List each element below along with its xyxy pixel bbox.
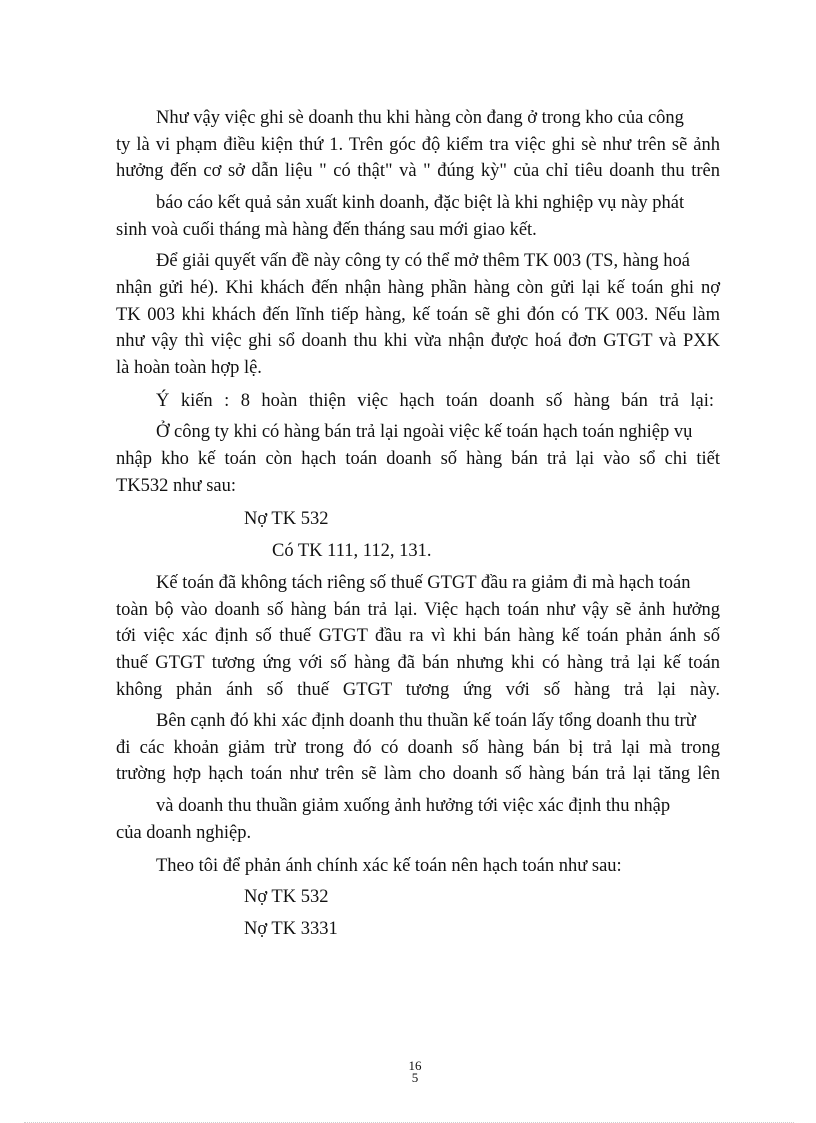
text-line: tới việc xác định số thuế GTGT đầu ra vì khi bán hàng kế toán phản ánh số [116, 626, 720, 646]
text-line: TK 003 khi khách đến lĩnh tiếp hàng, kế toán sẽ ghi đón có TK 003. Nếu làm [116, 305, 720, 325]
text-line: nhận gửi hé). Khi khách đến nhận hàng phần hàng còn gửi lại kế toán ghi nợ [116, 278, 720, 298]
text-line: Để giải quyết vấn đề này công ty có thể mở thêm TK 003 (TS, hàng hoá [156, 251, 690, 271]
text-line: Ý kiến : 8 hoàn thiện việc hạch toán doanh số hàng bán trả lại: [156, 391, 714, 411]
text-line: Như vậy việc ghi sè doanh thu khi hàng còn đang ở trong kho của công [156, 108, 684, 128]
text-line: ty là vi phạm điều kiện thứ 1. Trên góc độ kiểm tra việc ghi sè như trên sẽ ảnh [116, 135, 720, 155]
journal-entry-debit: Nợ TK 3331 [244, 919, 338, 939]
text-line: Kế toán đã không tách riêng số thuế GTGT đầu ra giảm đi mà hạch toán [156, 573, 691, 593]
text-line: không phản ánh số thuế GTGT tương ứng với số hàng trả lại này. [116, 680, 720, 700]
text-line: thuế GTGT tương ứng với số hàng đã bán nhưng khi có hàng trả lại kế toán [116, 653, 720, 673]
text-line: và doanh thu thuần giảm xuống ảnh hưởng tới việc xác định thu nhập [156, 796, 671, 816]
text-line: toàn bộ vào doanh số hàng bán trả lại. Việc hạch toán như vậy sẽ ảnh hưởng [116, 600, 720, 620]
journal-entry-debit: Nợ TK 532 [244, 509, 329, 529]
text-line: Theo tôi để phản ánh chính xác kế toán nên hạch toán như sau: [156, 856, 622, 876]
text-line: TK532 như sau: [116, 476, 236, 496]
text-line: đi các khoản giảm trừ trong đó có doanh số hàng bán bị trả lại mà trong [116, 738, 720, 758]
page-number-sub: 5 [411, 1070, 419, 1085]
text-line: nhập kho kế toán còn hạch toán doanh số hàng bán trả lại vào sổ chi tiết [116, 449, 720, 469]
text-line: hưởng đến cơ sở dẫn liệu " có thật" và " đúng kỳ" của chỉ tiêu doanh thu trên [116, 161, 720, 181]
page-number: 16 [408, 1058, 422, 1073]
journal-entry-credit: Có TK 111, 112, 131. [272, 541, 432, 561]
text-line: sinh voà cuối tháng mà hàng đến tháng sau mới giao kết. [116, 220, 537, 240]
text-line: như vậy thì việc ghi sổ doanh thu khi vừa nhận được hoá đơn GTGT và PXK [116, 331, 720, 351]
text-line: trường hợp hạch toán như trên sẽ làm cho doanh số hàng bán trả lại tăng lên [116, 764, 720, 784]
text-line: Ở công ty khi có hàng bán trả lại ngoài việc kế toán hạch toán nghiệp vụ [156, 422, 693, 442]
text-line: của doanh nghiệp. [116, 823, 252, 843]
text-line: Bên cạnh đó khi xác định doanh thu thuần kế toán lấy tổng doanh thu trừ [156, 711, 696, 731]
text-line: là hoàn toàn hợp lệ. [116, 358, 262, 378]
text-line: báo cáo kết quả sản xuất kinh doanh, đặc biệt là khi nghiệp vụ này phát [156, 193, 685, 213]
journal-entry-debit: Nợ TK 532 [244, 887, 329, 907]
